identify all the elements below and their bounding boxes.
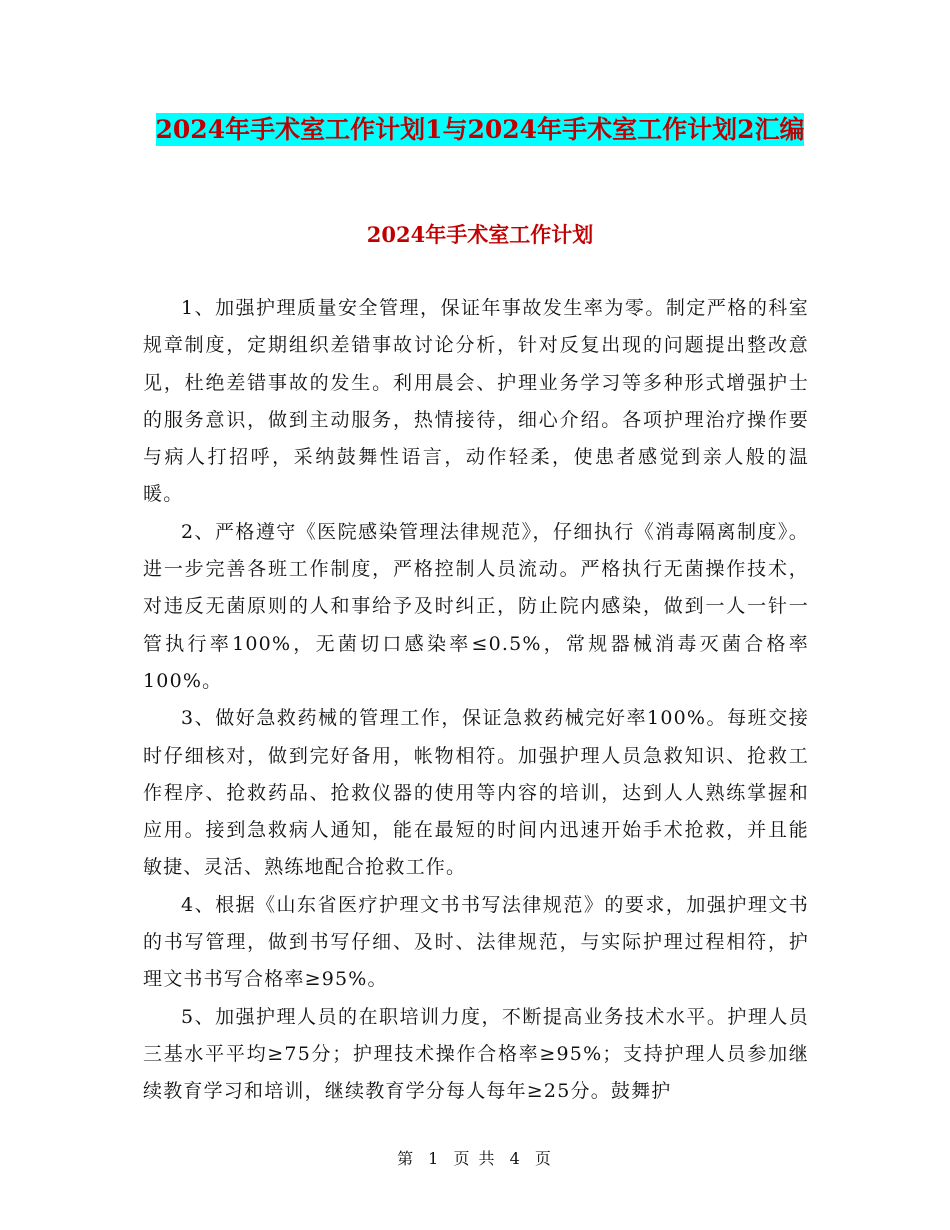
page-footer	[0, 1146, 950, 1169]
paragraph-5: 5、加强护理人员的在职培训力度，不断提高业务技术水平。护理人员三基水平平均≥75分；护理技术操作合格率≥95%；支持护理人员参加继续教育学习和培训，继续教育学分每人每年≥25分。鼓舞护	[143, 1005, 809, 1103]
paragraph-3: 3、做好急救药械的管理工作，保证急救药械完好率100%。每班交接时仔细核对，做到完好备用，帐物相符。加强护理人员急救知识、抢救工作程序、抢救药品、抢救仪器的使用等内容的培训，达到人人熟练掌握和应用。接到急救病人通知，能在最短的时间内迅速开始手术抢救，并且能敏捷、灵活、熟练地配合抢救工作。	[143, 707, 809, 879]
footer-total-pages: 4	[509, 1149, 522, 1168]
paragraph-2: 2、严格遵守《医院感染管理法律规范》，仔细执行《消毒隔离制度》。进一步完善各班工作制度，严格控制人员流动。严格执行无菌操作技术，对违反无菌原则的人和事给予及时纠正，防止院内感染，做到一人一针一管执行率100%，无菌切口感染率≤0.5%，常规器械消毒灭菌合格率100%。	[143, 520, 809, 692]
document-title	[150, 108, 810, 152]
footer-middle: 页 共	[453, 1149, 497, 1168]
footer-page-number: 1	[428, 1149, 441, 1168]
paragraph-4: 4、根据《山东省医疗护理文书书写法律规范》的要求，加强护理文书的书写管理，做到书写仔细、及时、法律规范，与实际护理过程相符，护理文书书写合格率≥95%。	[143, 893, 809, 991]
paragraph-1: 1、加强护理质量安全管理，保证年事故发生率为零。制定严格的科室规章制度，定期组织差错事故讨论分析，针对反复出现的问题提出整改意见，杜绝差错事故的发生。利用晨会、护理业务学习等多种形式增强护士的服务意识，做到主动服务，热情接待，细心介绍。各项护理治疗操作要与病人打招呼，采纳鼓舞性语言，动作轻柔，使患者感觉到亲人般的温暖。	[143, 297, 809, 506]
footer-suffix: 页	[534, 1149, 553, 1168]
document-title-text: 2024年手术室工作计划1与2024年手术室工作计划2汇编	[155, 115, 805, 144]
footer-prefix: 第	[397, 1149, 416, 1168]
section-title: 2024年手术室工作计划	[366, 222, 594, 247]
document-body	[143, 290, 809, 1111]
